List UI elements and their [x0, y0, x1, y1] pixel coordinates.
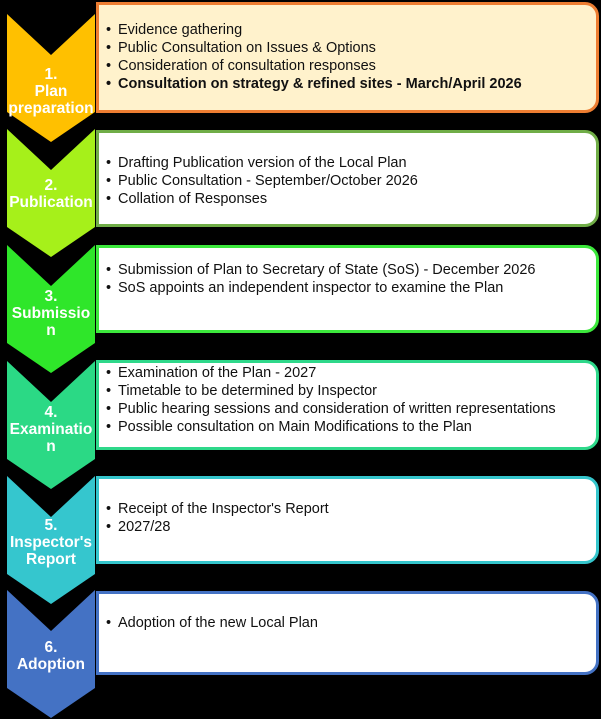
- stage-3-label: [7, 288, 95, 339]
- stage-number: 2.: [44, 177, 58, 194]
- stage-number: 4.: [44, 404, 58, 421]
- stage-number: 5.: [44, 517, 58, 534]
- stage-number: 6.: [44, 639, 58, 656]
- list-item: • Collation of Responses: [106, 190, 418, 208]
- list-item: • Public hearing sessions and consideration of written representations: [106, 400, 556, 418]
- stage-1-chevron: [7, 14, 95, 142]
- list-item: • Adoption of the new Local Plan: [106, 614, 318, 632]
- stage-6-label: [7, 639, 95, 673]
- stage-number: 1.: [44, 66, 58, 83]
- stage-5-details: [96, 476, 599, 564]
- stage-6-chevron: [7, 590, 95, 718]
- list-item: • Submission of Plan to Secretary of State (SoS) - December 2026: [106, 261, 535, 279]
- stage-5-chevron: [7, 476, 95, 604]
- list-item: • Consideration of consultation responses: [106, 57, 522, 75]
- list-item: • SoS appoints an independent inspector to examine the Plan: [106, 279, 535, 297]
- list-item: • Drafting Publication version of the Local Plan: [106, 154, 418, 172]
- stage-3-details: [96, 245, 599, 333]
- stage-2-details: [96, 130, 599, 227]
- stage-4-label: [7, 404, 95, 455]
- list-item: • Public Consultation on Issues & Options: [106, 39, 522, 57]
- stage-2-label: [7, 177, 95, 211]
- stage-title-line: Adoption: [16, 656, 85, 673]
- stage-title-line: n: [46, 322, 56, 339]
- stage-1-label: [7, 66, 95, 117]
- stage-4-chevron: [7, 361, 95, 489]
- list-item: • Public Consultation - September/October 2026: [106, 172, 418, 190]
- stage-title-line: n: [46, 438, 56, 455]
- stage-5-label: [7, 517, 95, 568]
- stage-3-chevron: [7, 245, 95, 373]
- stage-title-line: Inspector's: [9, 534, 93, 551]
- list-item: • Examination of the Plan - 2027: [106, 364, 556, 382]
- stage-number: 3.: [44, 288, 58, 305]
- stage-6-details: [96, 591, 599, 675]
- list-item: • Timetable to be determined by Inspector: [106, 382, 556, 400]
- stage-title-line: Submissio: [11, 305, 91, 322]
- stage-title-line: Examinatio: [9, 421, 93, 438]
- stage-2-chevron: [7, 129, 95, 257]
- stage-title-line: Report: [26, 551, 76, 568]
- list-item: • Receipt of the Inspector's Report: [106, 500, 329, 518]
- stage-4-details: [96, 360, 599, 450]
- stage-title-line: Plan: [34, 83, 68, 100]
- stage-1-details: [96, 2, 599, 113]
- stage-title-line: Publication: [9, 194, 93, 211]
- list-item: • 2027/28: [106, 518, 329, 536]
- list-item: • Evidence gathering: [106, 21, 522, 39]
- stage-title-line: preparation: [8, 100, 94, 117]
- list-item: • Possible consultation on Main Modifications to the Plan: [106, 418, 556, 436]
- list-item: • Consultation on strategy & refined sites - March/April 2026: [106, 75, 522, 93]
